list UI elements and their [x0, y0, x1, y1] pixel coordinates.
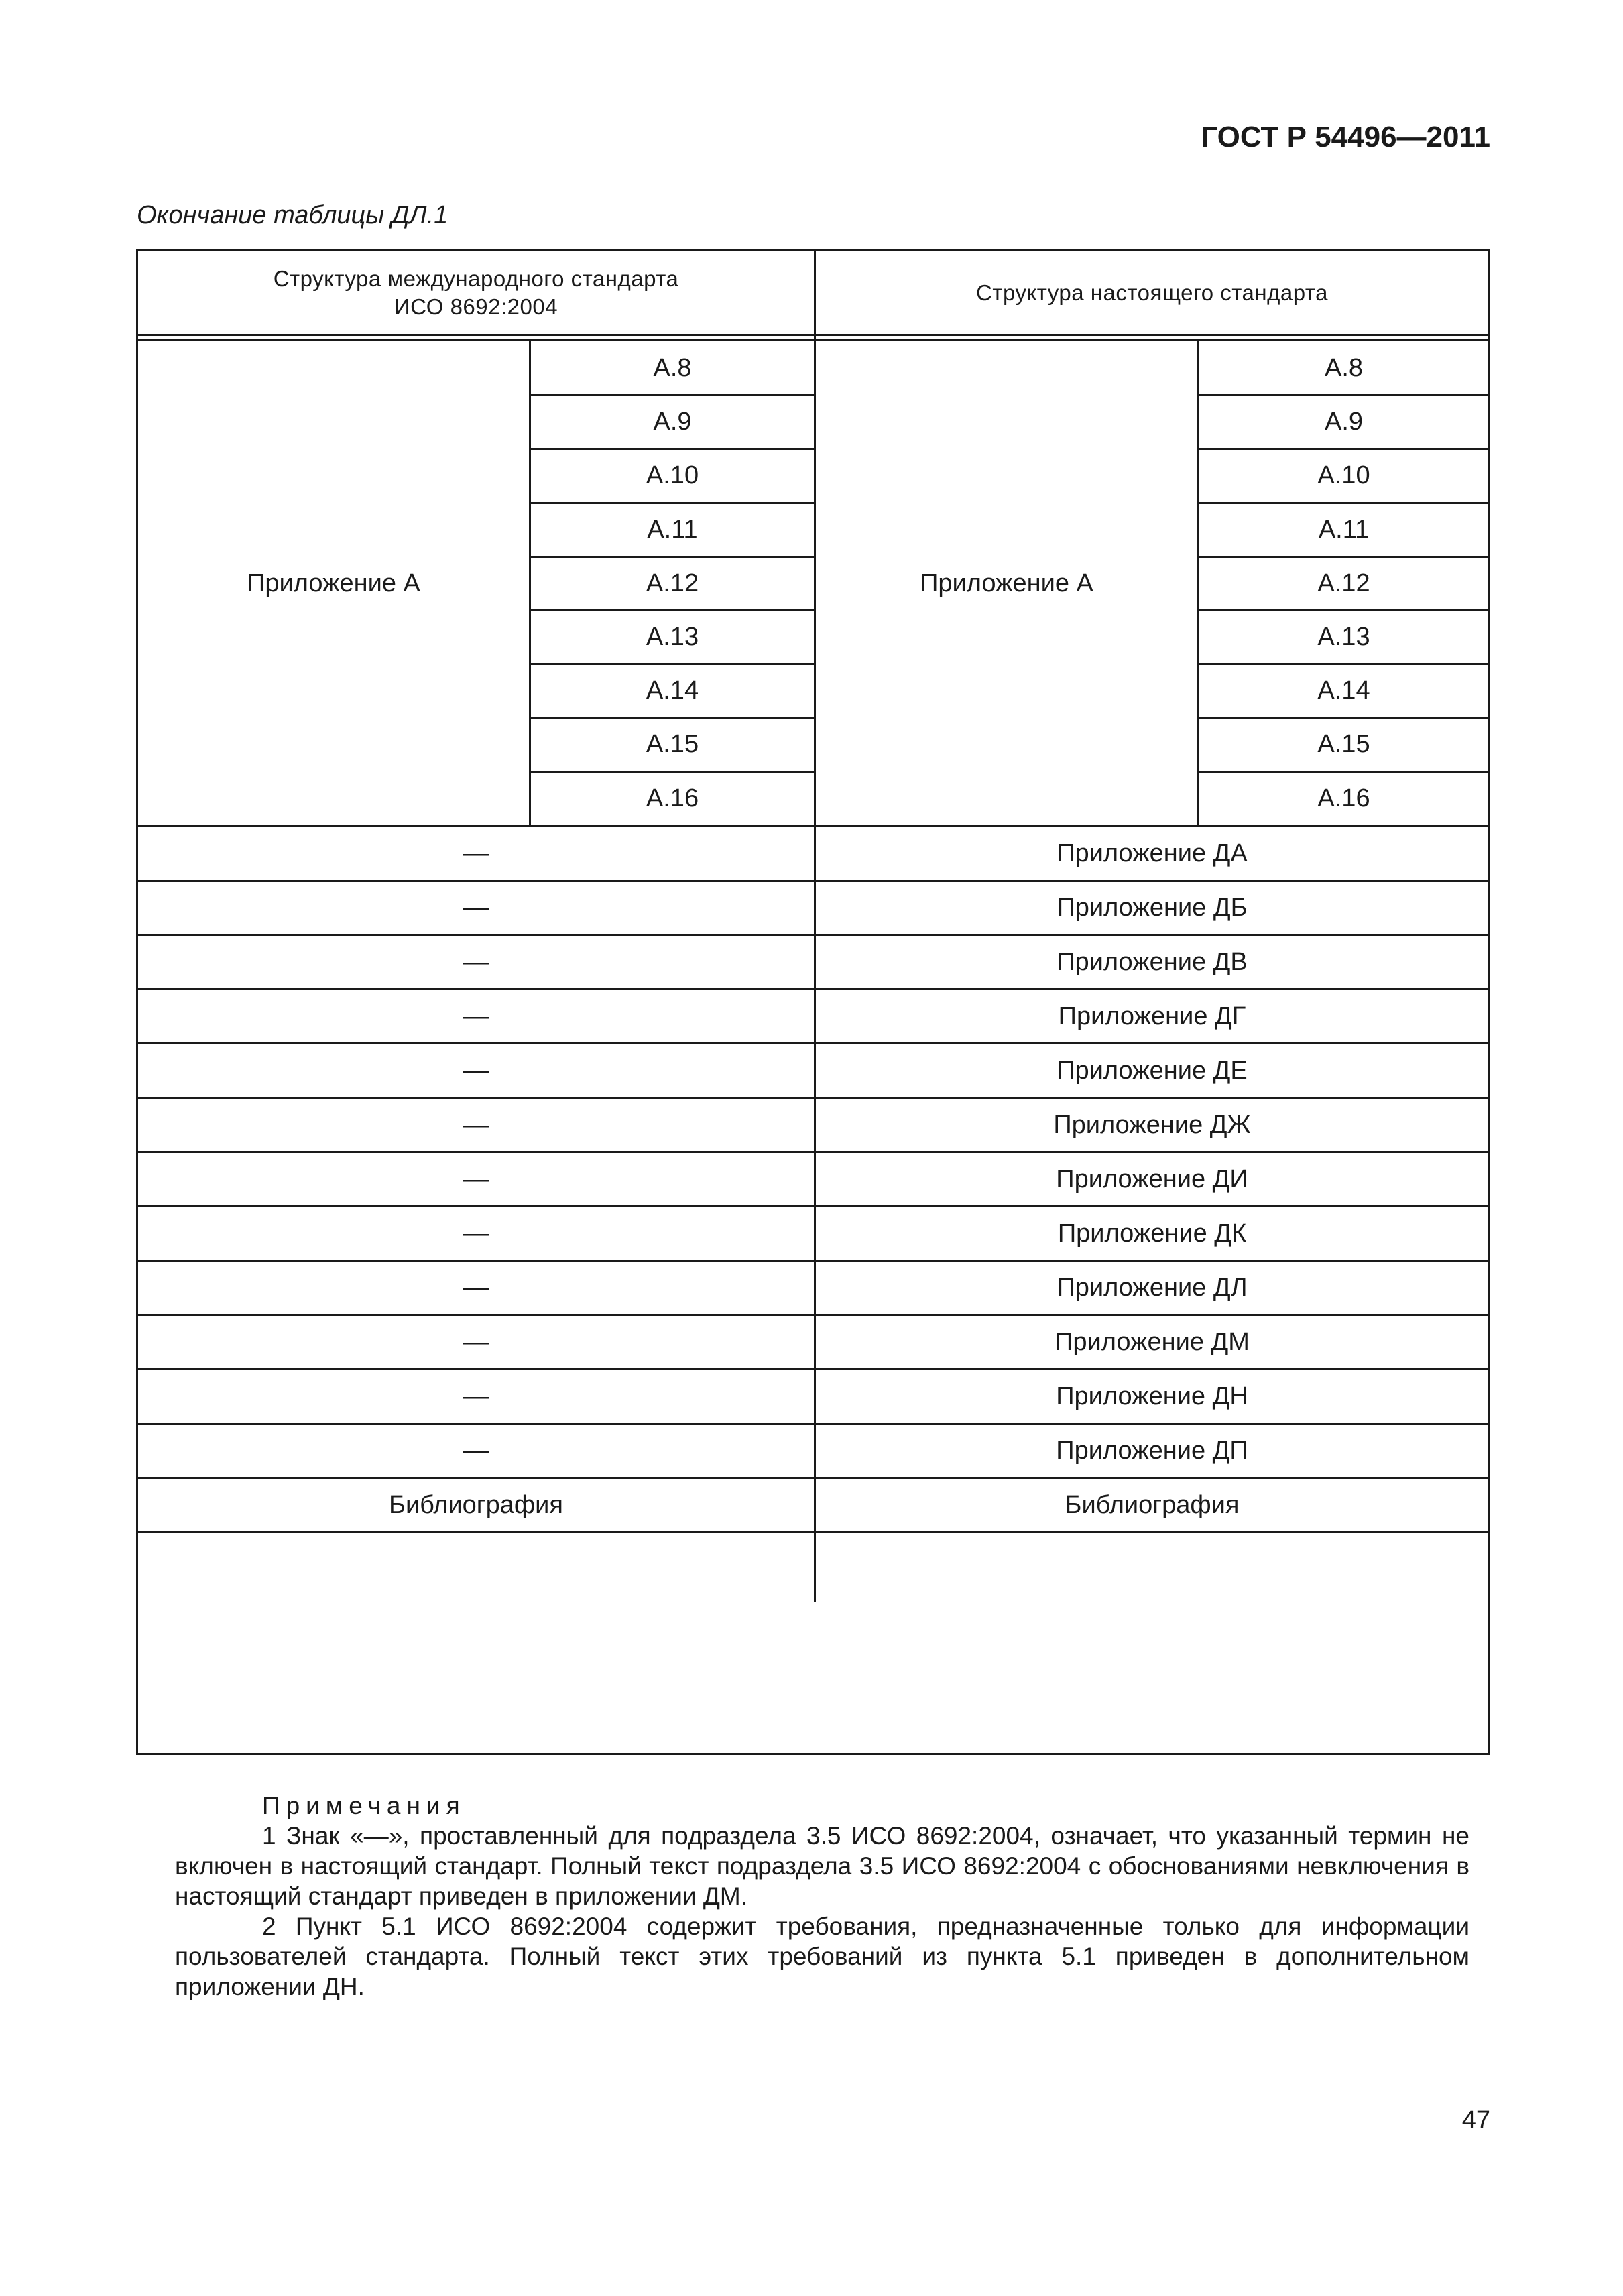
annex-rule-national — [1197, 663, 1488, 665]
table-row-national: Приложение ДП — [1056, 1436, 1248, 1465]
table-row-international: — — [463, 839, 489, 867]
annex-rule-national — [1197, 394, 1488, 396]
notes-block — [175, 1791, 1469, 2002]
annex-rule-international — [529, 771, 814, 773]
table-row-national: Приложение ДЛ — [1057, 1273, 1248, 1302]
annex-rule-national — [1197, 609, 1488, 611]
notes-title: Примечания — [262, 1792, 466, 1819]
header-rule-1 — [138, 334, 1488, 336]
table-row-national: Приложение ДГ — [1058, 1002, 1246, 1030]
annex-group-label-international: Приложение А — [247, 568, 420, 597]
annex-item-international: А.15 — [646, 730, 699, 758]
annex-rule-national — [1197, 771, 1488, 773]
table-row-international: — — [463, 1002, 489, 1030]
annex-item-national: А.13 — [1317, 622, 1370, 651]
annex-rule-international — [529, 502, 814, 504]
annex-item-international: А.11 — [647, 515, 698, 544]
table-row-international: — — [463, 893, 489, 922]
annex-item-international: А.13 — [646, 622, 699, 651]
annex-rule-national — [1197, 448, 1488, 450]
header-cell-international — [138, 251, 814, 334]
annex-item-national: А.10 — [1317, 461, 1370, 489]
notes-rule — [138, 1531, 1488, 1533]
page-number: 47 — [1461, 2106, 1490, 2134]
annex-item-national: А.9 — [1324, 407, 1364, 436]
annex-group-label-national: Приложение А — [920, 568, 1093, 597]
header-international-line1: Структура международного стандарта — [273, 266, 679, 292]
annex-rule-international — [529, 717, 814, 719]
table-row-international: — — [463, 1382, 489, 1410]
table-row-national: Приложение ДИ — [1056, 1164, 1248, 1193]
annex-item-national: А.16 — [1317, 784, 1370, 812]
note-1: 1 Знак «—», проставленный для подраздела 3.5 ИСО 8692:2004, означает, что указанный термин не включен в настоящий стандарт. Полный текст подраздела 3.5 ИСО 8692:2004 с обоснованиями невключения в настоящий стандарт приведен в приложении ДМ. — [175, 1822, 1469, 1910]
annex-rule-international — [529, 663, 814, 665]
table-row-international: — — [463, 1164, 489, 1193]
table-row-international: — — [463, 1436, 489, 1465]
table-row-national: Библиография — [1065, 1490, 1240, 1519]
annex-rule-international — [529, 609, 814, 611]
annex-item-national: А.8 — [1324, 353, 1364, 382]
table-row-international: Библиография — [389, 1490, 563, 1519]
table-row-national: Приложение ДА — [1057, 839, 1248, 867]
annex-item-international: А.10 — [646, 461, 699, 489]
annex-item-international: А.16 — [646, 784, 699, 812]
annex-item-national: А.11 — [1318, 515, 1370, 544]
annex-item-international: А.14 — [646, 676, 699, 705]
table-caption: Окончание таблицы ДЛ.1 — [137, 201, 448, 229]
header-cell-national: Структура настоящего стандарта — [976, 280, 1328, 305]
annex-rule-international — [529, 556, 814, 558]
table-row-national: Приложение ДВ — [1057, 947, 1248, 976]
annex-item-national: А.14 — [1317, 676, 1370, 705]
annex-rule-international — [529, 394, 814, 396]
table-row-national: Приложение ДБ — [1057, 893, 1248, 922]
table-row-international: — — [463, 1219, 489, 1248]
annex-rule-national — [1197, 556, 1488, 558]
table-row-international: — — [463, 1056, 489, 1085]
table-row-national: Приложение ДЖ — [1053, 1110, 1251, 1139]
structure-comparison-table — [136, 249, 1490, 2000]
table-row-international: — — [463, 1327, 489, 1356]
table-row-national: Приложение ДМ — [1055, 1327, 1250, 1356]
table-row-international: — — [463, 1110, 489, 1139]
table-row-national: Приложение ДК — [1057, 1219, 1247, 1248]
annex-rule-international — [529, 448, 814, 450]
annex-rule-national — [1197, 502, 1488, 504]
annex-item-national: А.15 — [1317, 730, 1370, 758]
annex-rule-national — [1197, 717, 1488, 719]
note-2: 2 Пункт 5.1 ИСО 8692:2004 содержит требования, предназначенные только для информации пользователей стандарта. Полный текст этих требований из пункта 5.1 приведен в дополнительном приложении ДН. — [175, 1913, 1469, 2000]
annex-item-international: А.9 — [653, 407, 692, 436]
annex-item-international: А.12 — [646, 568, 699, 597]
annex-item-international: А.8 — [653, 353, 692, 382]
header-international-line2: ИСО 8692:2004 — [394, 294, 558, 319]
table-row-international: — — [463, 1273, 489, 1302]
table-row-national: Приложение ДЕ — [1057, 1056, 1248, 1085]
table-row-national: Приложение ДН — [1056, 1382, 1248, 1410]
annex-item-national: А.12 — [1317, 568, 1370, 597]
document-code: ГОСТ Р 54496—2011 — [1201, 121, 1490, 154]
table-row-international: — — [463, 947, 489, 976]
